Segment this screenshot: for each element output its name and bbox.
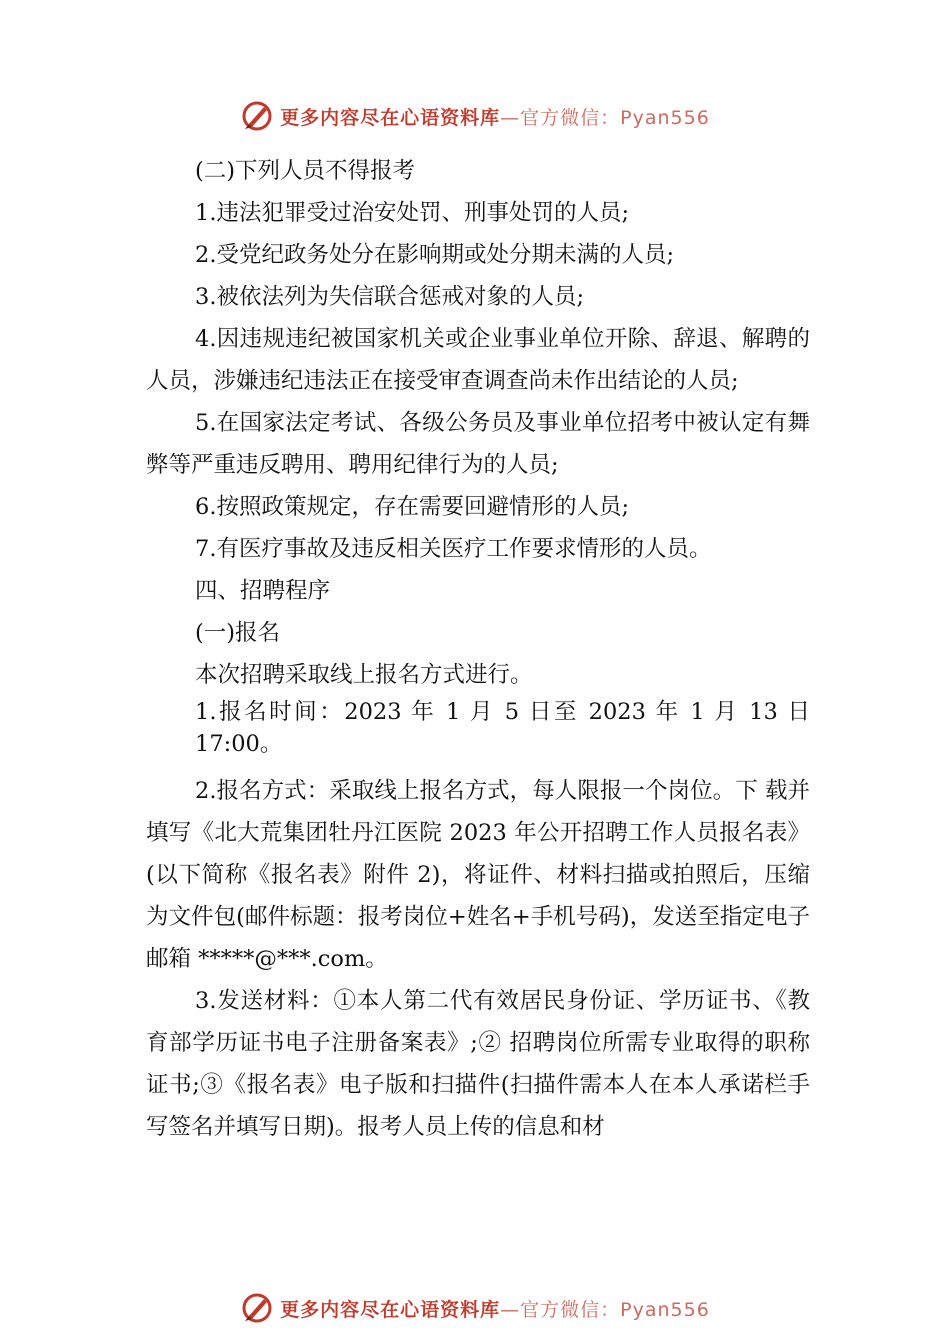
pen-logo-icon <box>240 1291 274 1325</box>
banner-text-wechat: —官方微信：Pyan556 <box>500 1298 710 1321</box>
banner-text <box>280 103 710 130</box>
paragraph: 7.有医疗事故及违反相关医疗工作要求情形的人员。 <box>195 536 712 562</box>
banner-text-main: 更多内容尽在心语资料库 <box>280 106 501 129</box>
paragraph: 2.受党纪政务处分在影响期或处分期未满的人员; <box>195 242 675 268</box>
paragraph: 1.报名时间：2023 年 1 月 5 日至 2023 年 1 月 13 日 17:00。 <box>195 699 810 757</box>
banner-text-wechat: —官方微信：Pyan556 <box>500 106 710 129</box>
paragraph: 4.因违规违纪被国家机关或企业事业单位开除、辞退、解聘的人员，涉嫌违纪违法正在接受审查调查尚未作出结论的人员; <box>146 326 810 394</box>
footer-banner <box>0 1288 950 1328</box>
paragraph: 5.在国家法定考试、各级公务员及事业单位招考中被认定有舞弊等严重违反聘用、聘用纪律行为的人员; <box>146 410 810 478</box>
banner-text <box>280 1295 710 1322</box>
section-heading: 四、招聘程序 <box>195 578 331 604</box>
subsection-heading: (一)报名 <box>195 620 281 646</box>
paragraph: 3.发送材料：①本人第二代有效居民身份证、学历证书、《教育部学历证书电子注册备案表》;② 招聘岗位所需专业取得的职称证书;③《报名表》电子版和扫描件(扫描件需本人在本人承诺栏手写签名并填写日期)。报考人员上传的信息和材 <box>146 988 810 1140</box>
banner-text-main: 更多内容尽在心语资料库 <box>280 1298 501 1321</box>
paragraph: (二)下列人员不得报考 <box>195 158 416 184</box>
paragraph: 2.报名方式：采取线上报名方式，每人限报一个岗位。下 载并填写《北大荒集团牡丹江医院 2023 年公开招聘工作人员报名表》(以下简称《报名表》附件 2)，将证件、材料扫描或拍照后，压缩为文件包(邮件标题：报考岗位+姓名+手机号码)，发送至指定电子邮箱 *****@***.com。 <box>146 778 810 972</box>
header-banner <box>0 96 950 136</box>
pen-logo-icon <box>240 99 274 133</box>
paragraph: 1.违法犯罪受过治安处罚、刑事处罚的人员; <box>195 200 630 226</box>
document-body <box>146 150 810 1148</box>
paragraph: 6.按照政策规定，存在需要回避情形的人员; <box>195 494 630 520</box>
paragraph: 本次招聘采取线上报名方式进行。 <box>195 662 533 688</box>
paragraph: 3.被依法列为失信联合惩戒对象的人员; <box>195 284 585 310</box>
